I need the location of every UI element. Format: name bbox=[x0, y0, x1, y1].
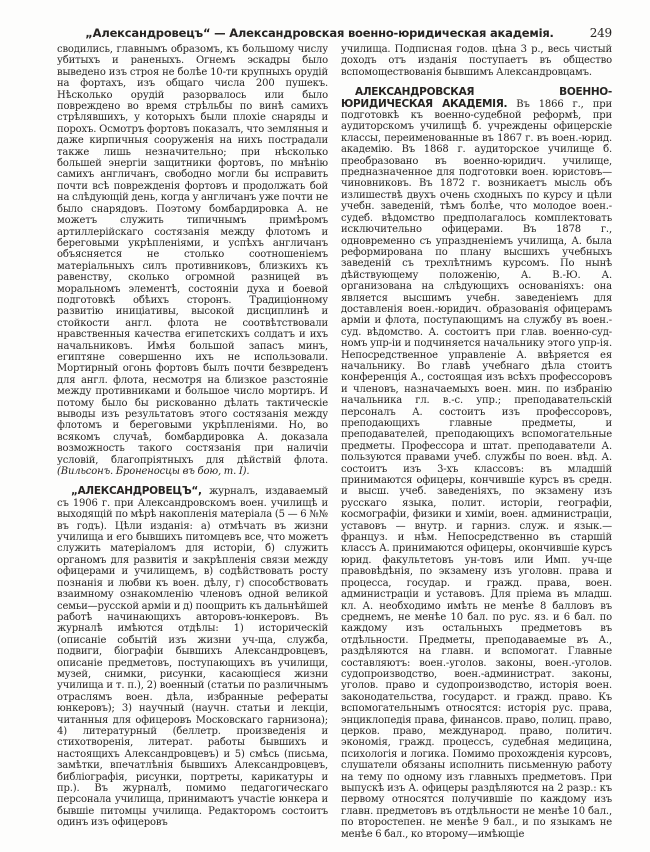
entry-text-academy: Въ 1866 г., при подготовкѣ къ военно-судебной реформѣ, при аудиторскомъ училищѣ б. учреждены офицерскіе классы, переименованные въ 1867 г. въ воен.-юрид. академію. Въ 1868 г. аудиторское училище б. преобразовано въ военно-юридич. училище, предназначенное для подготовки воен. юристовъ—чиновниковъ. Въ 1872 г. возникаетъ мысль объ излишествѣ двухъ очень сходныхъ по курсу и цѣли учебн. заведеній, тѣмъ болѣе, что молодое воен.-судеб. вѣдомство предполагалось комплектовать исключительно офицерами. Въ 1878 г., одновременно съ упраздненіемъ училища, А. была реформирована по плану высшихъ учебныхъ заведеній съ трехлѣтнимъ курсомъ. По нынѣ дѣйствующему положенію, А. В.-Ю. А. организована на слѣдующихъ основаніяхъ: она является высшимъ учебн. заведеніемъ для доставленія воен.-юридич. образованія офицерамъ арміи и флота, поступающимъ на службу въ воен.-суд. вѣдомство. А. состоитъ при глав. военно-суд-номъ упр-іи и подчиняется начальнику этого упр-ія. Непосредственное управленіе А. ввѣряется ея начальнику. Во главѣ учебнаго дѣла стоитъ конференція А., состоящая изъ всѣхъ профессоровъ и членовъ, назначаемыхъ воен. мин. по избранію начальника гл. в.-с. упр.; преподавательскій персоналъ А. состоитъ изъ профессоровъ, преподающихъ главные предметы, и преподавателей, преподающихъ вспомогательные предметы. Профессора и штат. преподаватели А. пользуются правами учеб. службы по воен. вѣд. А. состоитъ изъ 3-хъ классовъ: въ младшій принимаются офицеры, кончившіе курсъ въ средн. и высш. учеб. заведеніяхъ, по экзамену изъ русскаго языка, полит. исторіи, географіи, космографіи, физики и химіи, воен. администраціи, уставовъ — внутр. и гарниз. служ. и язык.—француз. и нѣм. Непосредственно въ старшій классъ А. принимаются офицеры, окончившіе курсъ юрид. факультетовъ ун-товъ или Имп. уч-ще правовѣдѣнія, по экзамену изъ уголовн. права и процесса, государ. и гражд. права, воен. администраціи и уставовъ. Для пріема въ младш. кл. А. необходимо имѣть не менѣе 8 балловъ въ среднемъ, не менѣе 10 бал. по рус. яз. и 6 бал. по каждому изъ остальныхъ предметовъ въ отдѣльности. Предметы, преподаваемые въ А., раздѣляются на главн. и вспомогат. Главные составляютъ: воен.-уголов. законы, воен.-уголов. судопроизводство, воен.-администрат. законы, уголов. право и судопроизводство, исторія воен. законодательства, государст. и гражд. право. Къ вспомогательнымъ относятся: исторія рус. права, энциклопедія права, финансов. право, полиц. право, церков. право, международ. право, политич. экономія, гражд. процессъ, судебная медицина, психологія и логика. Помимо прохожденія курсовъ, слушатели обязаны исполнить письменную работу на тему по одному изъ главныхъ предметовъ. При выпускѣ изъ А. офицеры раздѣляются на 2 разр.: къ первому относятся получившіе по каждому изъ главн. предметовъ въ отдѣльности не менѣе 10 бал., по второстепен. не менѣе 9 бал., и по языкамъ не менѣе 6 бал., ко второму—имѣющіе bbox=[341, 98, 612, 840]
page-number: 249 bbox=[589, 26, 612, 40]
right-column bbox=[341, 44, 612, 840]
running-head bbox=[57, 26, 612, 42]
entry-text-aleksandrovets: журналъ, издаваемый съ 1906 г. при Александровскомъ воен. училищѣ и выходящій по мѣрѣ накопленія матеріала (5 — 6 №№ въ годъ). Цѣли изданія: а) отмѣчать въ жизни училища и его бывшихъ питомцевъ все, что можетъ служить матеріаломъ для исторіи, б) служить органомъ для развитія и закрѣпленія связи между офицерами и училищемъ, в) содѣйствовать росту познанія и любви къ воен. дѣлу, г) способствовать взаимному ознакомленію членовъ одной великой семьи—русской арміи и д) поощрить къ дальнѣйшей работѣ начинающихъ авторовъ-юнкеровъ. Въ журналѣ имѣются отдѣлы: 1) историческій (описаніе событій изъ жизни уч-ща, служба, подвиги, біографіи бывшихъ Александровцевъ, описаніе предметовъ, поступающихъ въ училищи, музей, снимки, рисунки, касающіеся жизни училища и т. п.), 2) военный (статьи по различнымъ отраслямъ воен. дѣла, избранные рефераты юнкеровъ); 3) научный (научн. статьи и лекціи, читанныя для офицеровъ Московскаго гарнизона); 4) литературный (беллетр. произведенія и стихотворенія, литерат. работы бывшихъ и настоящихъ Александровцевъ) и 5) смѣсь (письма, замѣтки, впечатлѣнія бывшихъ Александровцевъ, библіографія, рисунки, портреты, карикатуры и пр.). Въ журналѣ, помимо педагогическаго персонала училища, принимаютъ участіе юнкера и бывшіе питомцы училища. Редакторомъ состоитъ одинъ изъ офицеровъ bbox=[57, 486, 328, 829]
running-head-title: „Александровецъ“ — Александровская военно-юридическая академія. bbox=[85, 26, 554, 40]
continuation-text-right: училища. Подписная годов. цѣна 3 р., весь чистый доходъ отъ изданія поступаетъ въ общество вспомоществованія бывшимъ Александровцамъ. bbox=[341, 44, 612, 78]
left-column bbox=[57, 44, 328, 840]
entry-headword-aleksandrovets: „АЛЕКСАНДРОВЕЦЪ“, bbox=[71, 485, 202, 498]
entry-aleksandrovets bbox=[57, 486, 328, 828]
text-columns bbox=[57, 44, 612, 840]
paragraph-continuation-right bbox=[341, 44, 612, 78]
entry-headword-academy: АЛЕКСАНДРОВСКАЯ ВОЕННО-ЮРИДИЧЕСКАЯ АКАДЕМІЯ. bbox=[341, 86, 612, 110]
citation-text: (Вильсонъ. Броненосцы въ бою, т. I). bbox=[57, 466, 250, 478]
entry-academy bbox=[341, 87, 612, 840]
paragraph-continuation-left bbox=[57, 44, 328, 477]
continuation-text: сводились, главнымъ образомъ, къ большому числу убитыхъ и раненыхъ. Огнемъ эскадры было выведено изъ строя не болѣе 10-ти крупныхъ орудій на фортахъ, изъ общаго числа 200 пушекъ. Нѣсколько орудій разорвалось или было повреждено во время стрѣльбы по винѣ самихъ стрѣлявшихъ, у которыхъ были плохіе снаряды и порохъ. Осмотръ фортовъ показалъ, что земляныя и даже кирпичныя сооруженія на нихъ пострадали также лишь незначительно; при нѣсколько большей энергіи защитники фортовъ, по мнѣнію самихъ англичанъ, свободно могли бы исправить почти всѣ поврежденія фортовъ и продолжать бой на слѣдующій день, когда у англичанъ уже почти не было снарядовъ. Поэтому бомбардировка А. не можетъ служить типичнымъ примѣромъ артиллерійскаго состязанія между флотомъ и береговыми укрѣпленіями, и успѣхъ англичанъ объясняется не столько соотношеніемъ матеріальныхъ силъ противниковъ, близкихъ къ равенству, сколько огромной разницей въ моральномъ элементѣ, состояніи духа и боевой подготовкѣ обѣихъ сторонъ. Традиціонному развитію иниціативы, высокой дисциплинѣ и стойкости англ. флота не соотвѣтствовали нравственныя качества египетскихъ солдатъ и ихъ начальниковъ. Имѣя большой запасъ минъ, египтяне совершенно ихъ не использовали. Мортирный огонь фортовъ былъ почти безвреденъ для англ. флота, несмотря на близкое разстояніе между противниками и большое число мортиръ. И потому было бы рискованно дѣлать тактическіе выводы изъ результатовъ этого состязанія между флотомъ и береговыми укрѣпленіями. Но, во всякомъ случаѣ, бомбардировка А. доказала возможность такого состязанія при наличіи условій, благопріятныхъ для дѣйствій флота. bbox=[57, 44, 328, 466]
